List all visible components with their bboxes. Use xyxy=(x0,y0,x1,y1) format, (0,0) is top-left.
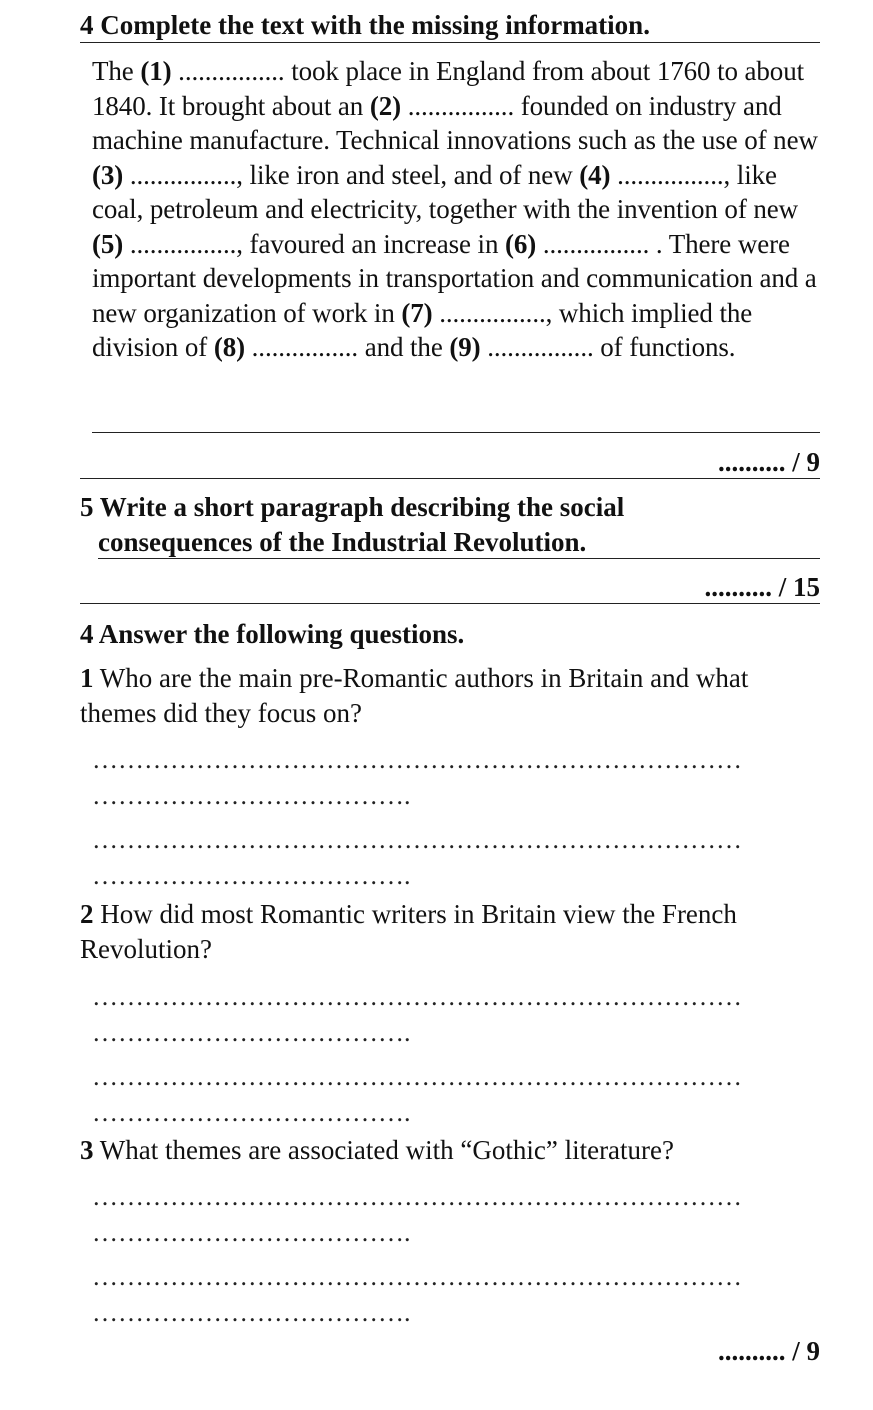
exercise-4-heading: 4 Complete the text with the missing information. xyxy=(80,10,650,40)
answer-line[interactable]: ………………………………………………………………… xyxy=(92,1262,742,1291)
exercise-5-heading-line-1: 5 Write a short paragraph describing the social xyxy=(80,492,625,522)
answer-line[interactable]: ………………………………. xyxy=(92,781,411,810)
answer-line[interactable]: ………………………………………………………………… xyxy=(92,745,742,774)
question-number: 3 xyxy=(80,1135,94,1165)
answer-line[interactable]: ………………………………. xyxy=(92,1218,411,1247)
heading-underline xyxy=(80,42,820,43)
answer-line[interactable]: ………………………………………………………………… xyxy=(92,982,742,1011)
question-text: What themes are associated with “Gothic” literature? xyxy=(99,1135,675,1165)
score-divider xyxy=(80,478,820,479)
question-text: Who are the main pre-Romantic authors in Britain and what themes did they focus on? xyxy=(80,663,749,728)
questions-heading: 4 Answer the following questions. xyxy=(80,619,465,649)
answer-line[interactable]: ………………………………. xyxy=(92,861,411,890)
answer-line[interactable]: ………………………………. xyxy=(92,1018,411,1047)
answer-line[interactable]: ………………………………. xyxy=(92,1298,411,1327)
questions-score: .......... / 9 xyxy=(717,1336,820,1366)
answer-line[interactable]: ………………………………………………………………… xyxy=(92,1182,742,1211)
exercise-4-score: .......... / 9 xyxy=(717,447,820,477)
question-3 xyxy=(80,1133,825,1168)
question-2 xyxy=(80,897,825,967)
exercise-5-heading-line-2: consequences of the Industrial Revolution. xyxy=(98,527,587,557)
passage-divider xyxy=(92,432,820,433)
heading-underline xyxy=(98,558,820,559)
answer-line[interactable]: ………………………………. xyxy=(92,1098,411,1127)
question-number: 2 xyxy=(80,899,94,929)
question-1 xyxy=(80,661,825,731)
score-divider xyxy=(80,603,820,604)
question-text: How did most Romantic writers in Britain view the French Revolution? xyxy=(80,899,737,964)
answer-line[interactable]: ………………………………………………………………… xyxy=(92,1062,742,1091)
answer-line[interactable]: ………………………………………………………………… xyxy=(92,825,742,854)
cloze-passage: The (1) ................ took place in England from about 1760 to about 1840. It brought about an (2) ................ founded on industry and machine manufacture. Technical innovations such as the use of new (3) ................, like iron and steel, and of new (4) ................, like coal, petroleum and electricity, together with the invention of new (5) ................, favoured an increase in (6) ................ . There were important developments in transportation and communication and a new organization of work in (7) ................, which implied the division of (8) ................ and the (9) ................ of functions. xyxy=(92,56,818,362)
question-number: 1 xyxy=(80,663,94,693)
exercise-5-score: .......... / 15 xyxy=(704,572,820,602)
